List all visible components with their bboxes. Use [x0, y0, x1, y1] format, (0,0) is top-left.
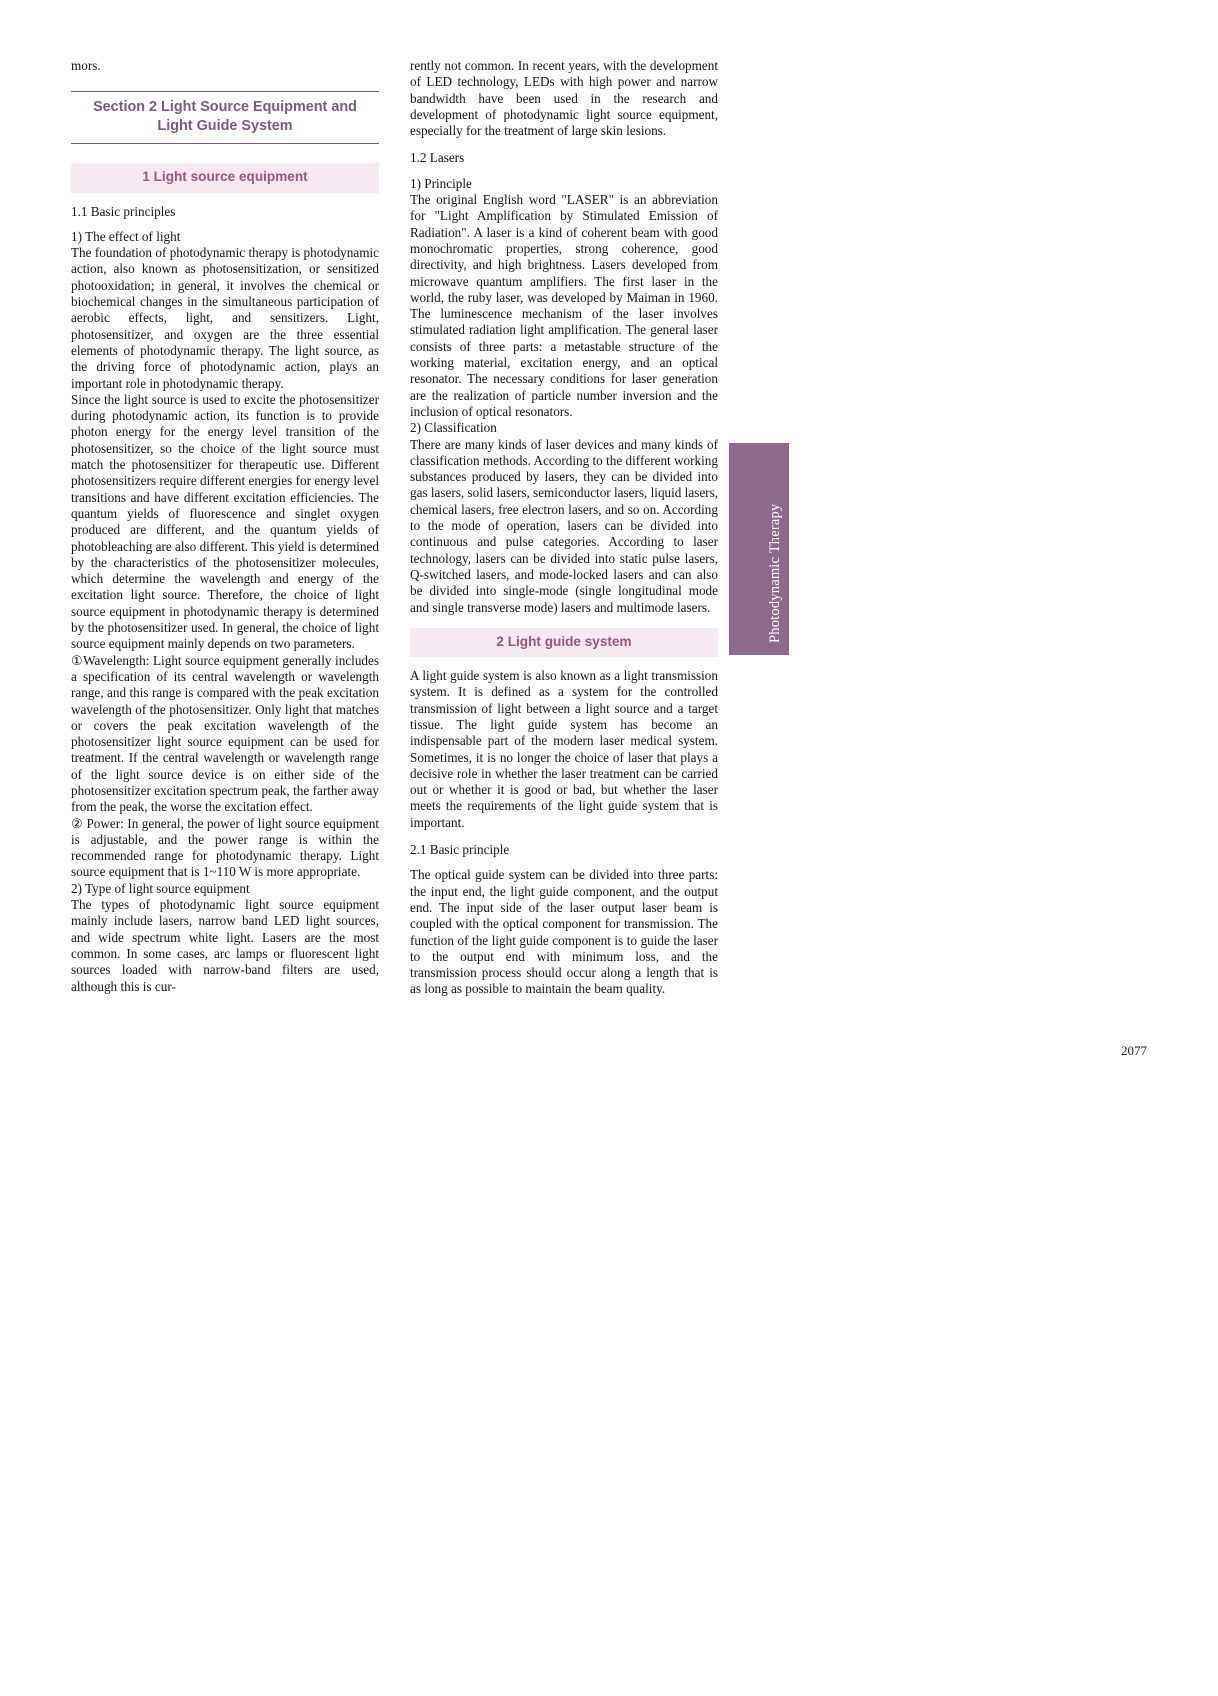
carryover-text: mors.: [71, 58, 101, 73]
heading-1-2-1: 1) Principle: [410, 175, 472, 191]
paragraph-effect-of-light: The foundation of photodynamic therapy is photodynamic action, also known as photosensitization, or sensitized photooxidation; in general, it involves the chemical or biochemical changes in the simultaneous participation of aerobic effects, light, and sensitizers. Light, photosensitizer, and oxygen are the three essential elements of photodynamic therapy. The light source, as the driving force of photodynamic action, plays an important role in photodynamic therapy.: [71, 245, 379, 391]
heading-1-2-2: 2) Classification: [410, 420, 497, 436]
right-column: [410, 58, 718, 998]
left-column: [71, 58, 379, 995]
section-heading-line-1: Section 2 Light Source Equipment and: [93, 99, 357, 116]
paragraph-light-guide-system: A light guide system is also known as a light transmission system. It is defined as a system for the controlled transmission of light between a light source and a target tissue. The light guide system has become an indispensable part of the modern laser medical system. Sometimes, it is no longer the choice of laser that plays a decisive role in whether the laser treatment can be carried out or whether it is good or bad, but whether the laser meets the requirements of the light guide system that is important.: [410, 668, 718, 830]
running-head-label: Photodynamic Therapy: [767, 503, 783, 643]
running-head-tab: [729, 443, 789, 655]
paragraph-continued: rently not common. In recent years, with the development of LED technology, LEDs with high power and narrow bandwidth have been used in the research and development of photodynamic light source equipment, especially for the treatment of large skin lesions.: [410, 58, 718, 139]
subsection-banner-1: 1 Light source equipment: [71, 163, 379, 192]
paragraph-wavelength: ①Wavelength: Light source equipment generally includes a specification of its central wavelength or wavelength range, and this range is compared with the peak excitation wavelength of the photosensitizer. Only light that matches or covers the peak excitation wavelength of the photosensitizer light source equipment can be used for treatment. If the central wavelength or wavelength range of the light source device is on either side of the photosensitizer excitation spectrum peak, the farther away from the peak, the worse the excitation effect.: [71, 652, 379, 815]
heading-1-1-1: 1) The effect of light: [71, 228, 181, 244]
section-heading: [71, 91, 379, 144]
paragraph-laser-principle: The original English word "LASER" is an abbreviation for "Light Amplification by Stimulated Emission of Radiation". A laser is a kind of coherent beam with good monochromatic properties, strong coherence, good directivity, and high brightness. Lasers developed from microwave quantum amplifiers. The first laser in the world, the ruby laser, was developed by Maiman in 1960. The luminescence mechanism of the laser involves stimulated radiation light amplification. The general laser consists of three parts: a metastable structure of the working material, excitation energy, and an optical resonator. The necessary conditions for laser generation are the realization of particle number inversion and the inclusion of optical resonators.: [410, 192, 718, 419]
heading-1-2: 1.2 Lasers: [410, 150, 465, 166]
paragraph-power: ② Power: In general, the power of light source equipment is adjustable, and the power range is within the recommended range for photodynamic therapy. Light source equipment that is 1~110 W is more appropriate.: [71, 815, 379, 880]
paragraph-light-source-choice: Since the light source is used to excite the photosensitizer during photodynamic action, its function is to provide photon energy for the energy level transition of the photosensitizer, so the choice of the light source must match the photosensitizer for therapeutic use. Different photosensitizers require different energies for energy level transitions and have different excitation efficiencies. The quantum yields of fluorescence and singlet oxygen produced are different, and the quantum yields of photobleaching are also different. This yield is determined by the characteristics of the photosensitizer molecules, which determine the wavelength and energy of the excitation light source. Therefore, the choice of light source equipment in photodynamic therapy is determined by the photosensitizer used. In general, the choice of light source equipment mainly depends on two parameters.: [71, 391, 379, 652]
paragraph-types: The types of photodynamic light source equipment mainly include lasers, narrow band LED light sources, and wide spectrum white light. Lasers are the most common. In some cases, arc lamps or fluorescent light sources loaded with narrow-band filters are used, although this is cur-: [71, 897, 379, 994]
subsection-banner-2: 2 Light guide system: [410, 628, 718, 657]
heading-1-1-2: 2) Type of light source equipment: [71, 880, 250, 896]
page-number: 2077: [1121, 1043, 1147, 1058]
heading-2-1: 2.1 Basic principle: [410, 842, 510, 858]
paragraph-optical-guide-parts: The optical guide system can be divided into three parts: the input end, the light guide component, and the output end. The input side of the laser output laser beam is coupled with the optical component for transmission. The function of the light guide component is to guide the laser to the output end with minimum loss, and the transmission process should occur along a length that is as long as possible to maintain the beam quality.: [410, 867, 718, 997]
section-heading-line-2: Light Guide System: [157, 118, 293, 135]
heading-1-1: 1.1 Basic principles: [71, 203, 176, 219]
paragraph-laser-classification: There are many kinds of laser devices and many kinds of classification methods. According to the different working substances produced by lasers, they can be divided into gas lasers, solid lasers, semiconductor lasers, liquid lasers, chemical lasers, free electron lasers, and so on. According to the mode of operation, lasers can be divided into continuous and pulse categories. According to laser technology, lasers can be divided into static pulse lasers, Q-switched lasers, and mode-locked lasers and can also be divided into single-mode (single longitudinal mode and single transverse mode) lasers and multimode lasers.: [410, 436, 719, 615]
